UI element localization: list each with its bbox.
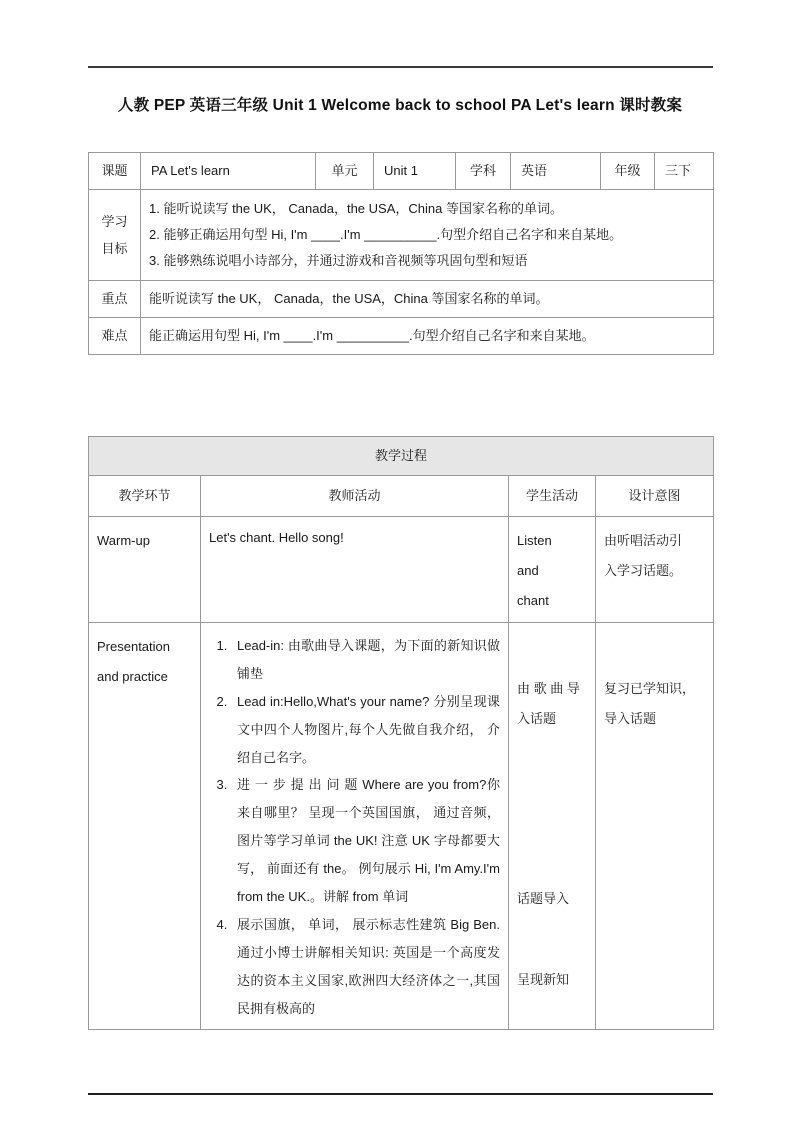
cell-stage-warmup: Warm-up — [89, 517, 201, 623]
header-rule — [88, 66, 713, 68]
table-row — [89, 190, 714, 281]
footer-rule — [88, 1093, 713, 1095]
section-title-teaching-process: 教学过程 — [89, 437, 714, 476]
teacher-step-2: 2. Lead in:Hello,What's your name? 分别呈现课文中四个人物图片,每个人先做自我介绍， 介绍自己名字。 — [231, 688, 500, 772]
cell-label-subject: 学科 — [456, 153, 511, 190]
cell-value-difficulty: 能正确运用句型 Hi, I'm ____.I'm __________.句型介绍自己名字和来自某地。 — [141, 318, 714, 355]
page-title: 人教 PEP 英语三年级 Unit 1 Welcome back to school PA Let's learn 课时教案 — [117, 97, 683, 114]
intent-line-2: 入学习话题。 — [604, 562, 683, 578]
column-header-stage: 教学环节 — [89, 476, 201, 517]
student-line-1: Listen — [517, 533, 552, 549]
table-row-section-header — [89, 437, 714, 476]
column-header-student: 学生活动 — [509, 476, 596, 517]
cell-label-topic: 课题 — [89, 153, 141, 190]
cell-value-topic: PA Let's learn — [141, 153, 316, 190]
cell-student-presentation — [509, 622, 596, 1029]
basic-info-table — [88, 152, 714, 355]
table-row-column-headers — [89, 476, 714, 517]
column-header-teacher: 教师活动 — [201, 476, 509, 517]
stage-line-2: and practice — [97, 668, 168, 684]
student-spacer-1 — [517, 632, 587, 674]
table-row — [89, 153, 714, 190]
cell-value-subject: 英语 — [511, 153, 601, 190]
objective-item-1: 1. 能听说读写 the UK， Canada，the USA，China 等国家名称的单词。 — [149, 201, 563, 217]
objective-item-3: 3. 能够熟练说唱小诗部分，并通过游戏和音视频等巩固句型和短语 — [149, 253, 528, 269]
intent-spacer-1 — [604, 632, 705, 674]
cell-label-difficulty: 难点 — [89, 318, 141, 355]
intent-line-1: 由听唱活动引 — [604, 533, 683, 549]
cell-label-objectives — [89, 190, 141, 281]
student-activity-1b: 入话题 — [517, 710, 557, 726]
stage-line-1: Presentation — [97, 638, 170, 654]
cell-label-grade: 年级 — [601, 153, 655, 190]
objectives-label-line1: 学习 — [101, 213, 128, 229]
cell-teacher-warmup: Let's chant. Hello song! — [201, 517, 509, 623]
student-spacer-2 — [517, 734, 587, 884]
student-spacer-3 — [517, 913, 587, 965]
student-activity-1a: 由 歌 曲 导 — [517, 680, 580, 696]
teacher-step-4: 4. 展示国旗， 单词， 展示标志性建筑 Big Ben.通过小博士讲解相关知识: 英国是一个高度发达的资本主义国家,欧洲四大经济体之一,其国民拥有极高的 — [231, 911, 500, 1023]
cell-student-warmup — [509, 517, 596, 623]
cell-intent-warmup — [596, 517, 714, 623]
objective-item-2: 2. 能够正确运用句型 Hi, I'm ____.I'm __________.句型介绍自己名字和来自某地。 — [149, 227, 623, 243]
cell-intent-presentation — [596, 622, 714, 1029]
table-row-presentation — [89, 622, 714, 1029]
student-activity-2: 话题导入 — [517, 890, 570, 906]
table-row — [89, 318, 714, 355]
table-row-warmup — [89, 517, 714, 623]
cell-value-objectives — [141, 190, 714, 281]
column-header-intent: 设计意图 — [596, 476, 714, 517]
teacher-step-3: 3. 进 一 步 提 出 问 题 Where are you from?你来自哪里？ 呈现一个英国国旗， 通过音频， 图片等学习单词 the UK! 注意 UK 字母都要大写， 前面还有 the。 例句展示 Hi, I'm Amy.I'm from the UK.。讲解 from 单词 — [231, 771, 500, 911]
cell-value-unit: Unit 1 — [374, 153, 456, 190]
teaching-process-table — [88, 436, 714, 1030]
cell-value-grade: 三下 — [655, 153, 714, 190]
student-line-2: and — [517, 562, 539, 578]
cell-label-key-point: 重点 — [89, 281, 141, 318]
cell-value-key-point: 能听说读写 the UK， Canada，the USA，China 等国家名称的单词。 — [141, 281, 714, 318]
teacher-step-1: 1. Lead-in: 由歌曲导入课题，为下面的新知识做铺垫 — [231, 632, 500, 688]
student-activity-3: 呈现新知 — [517, 972, 570, 988]
intent-pres-line-2: 导入话题 — [604, 710, 657, 726]
cell-teacher-presentation — [201, 622, 509, 1029]
cell-label-unit: 单元 — [316, 153, 374, 190]
table-row — [89, 281, 714, 318]
cell-stage-presentation — [89, 622, 201, 1029]
objectives-label-line2: 目标 — [101, 241, 128, 257]
intent-pres-line-1: 复习已学知识， — [604, 680, 696, 696]
student-line-3: chant — [517, 592, 549, 608]
